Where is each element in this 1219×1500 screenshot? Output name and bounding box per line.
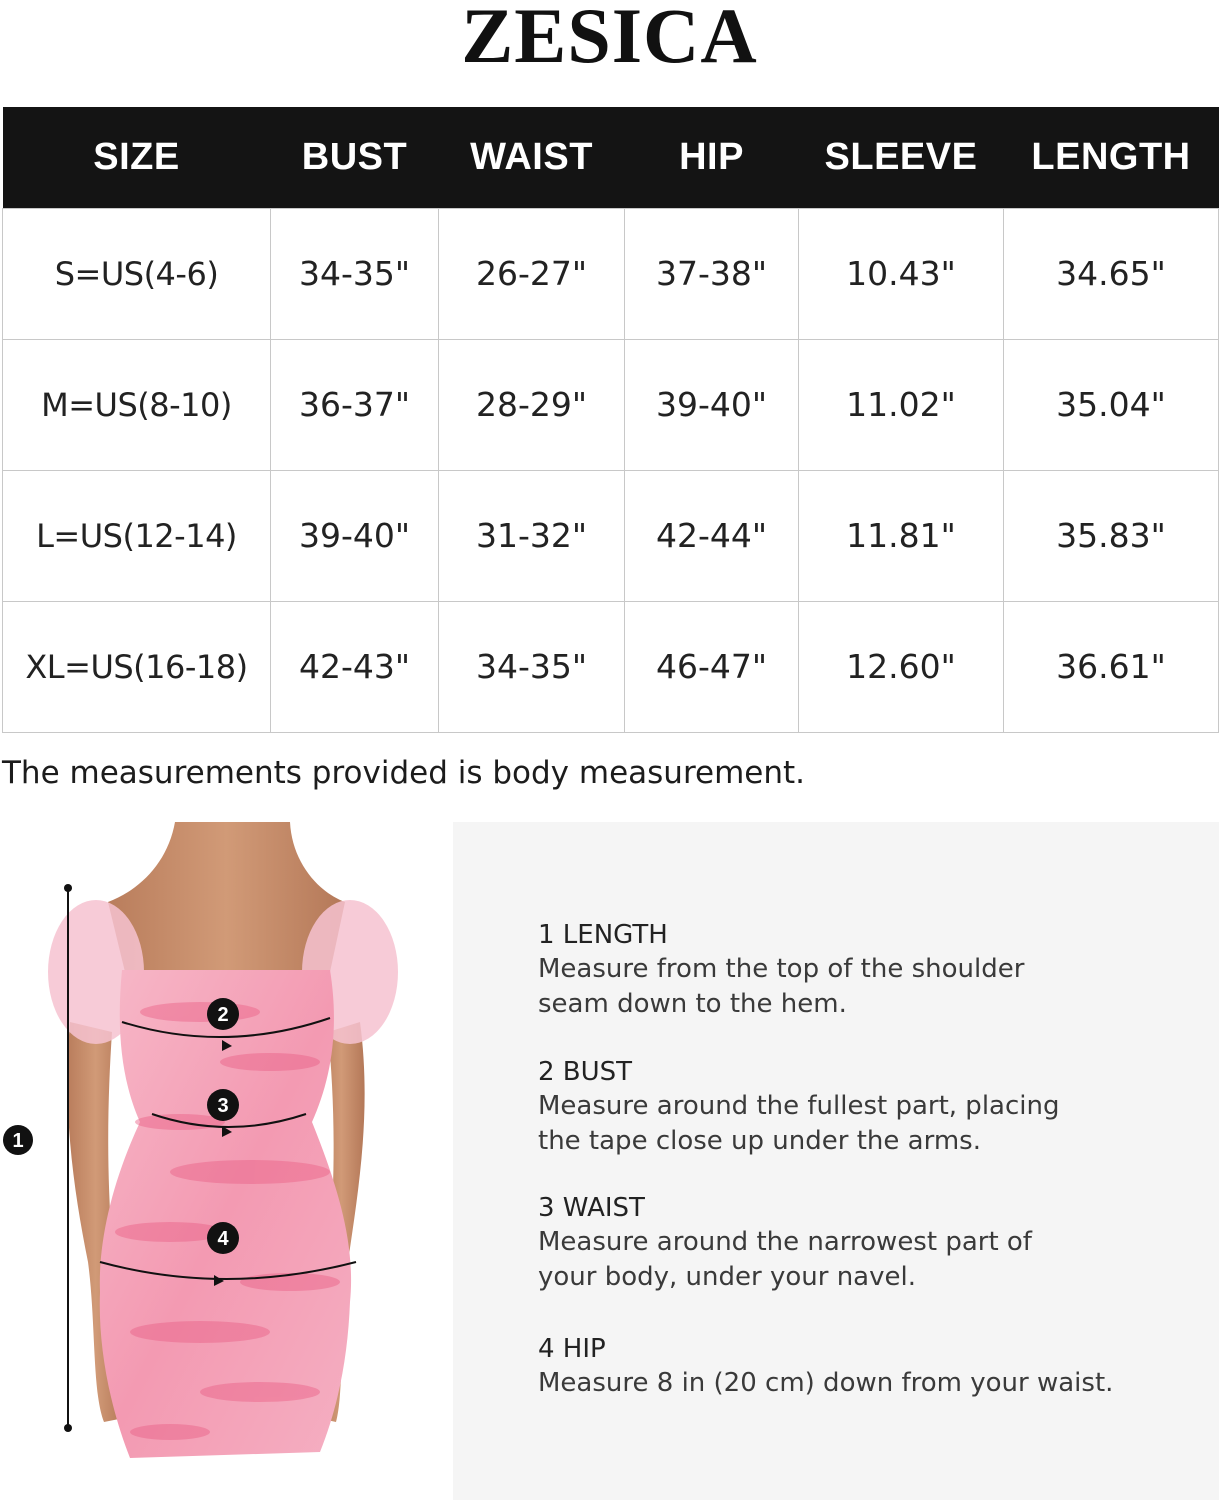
how-to-measure-panel	[453, 822, 1219, 1500]
bust-description: Measure around the fullest part, placing the tape close up under the arms.	[538, 1091, 1060, 1156]
waist-instruction	[538, 1191, 1198, 1295]
marker-hip	[207, 1222, 239, 1254]
size-cell: XL=US(16-18)	[3, 601, 271, 732]
waist-cell: 31-32"	[439, 470, 625, 601]
hip-instruction	[538, 1332, 1198, 1401]
length-description: Measure from the top of the shoulder seam down to the hem.	[538, 954, 1025, 1019]
hip-title: 4 HIP	[538, 1334, 606, 1364]
table-row	[3, 208, 1219, 339]
hip-cell: 39-40"	[625, 339, 799, 470]
svg-text:1: 1	[12, 1130, 24, 1152]
bust-title: 2 BUST	[538, 1057, 633, 1087]
brand-logo: ZESICA	[461, 0, 758, 79]
marker-length	[3, 1125, 33, 1155]
length-cell: 36.61"	[1004, 601, 1219, 732]
table-header-row	[3, 107, 1219, 208]
waist-title: 3 WAIST	[538, 1193, 645, 1223]
header-size: SIZE	[3, 107, 271, 208]
svg-text:4: 4	[217, 1228, 229, 1250]
marker-bust	[207, 998, 239, 1030]
sleeve-cell: 12.60"	[799, 601, 1004, 732]
header-waist: WAIST	[439, 107, 625, 208]
length-instruction	[538, 918, 1198, 1022]
bust-cell: 34-35"	[271, 208, 439, 339]
hip-description: Measure 8 in (20 cm) down from your waist.	[538, 1368, 1114, 1398]
waist-cell: 34-35"	[439, 601, 625, 732]
hip-cell: 37-38"	[625, 208, 799, 339]
header-hip: HIP	[625, 107, 799, 208]
length-cell: 35.83"	[1004, 470, 1219, 601]
marker-waist	[207, 1089, 239, 1121]
size-cell: L=US(12-14)	[3, 470, 271, 601]
waist-cell: 28-29"	[439, 339, 625, 470]
length-cell: 34.65"	[1004, 208, 1219, 339]
bust-cell: 42-43"	[271, 601, 439, 732]
svg-text:3: 3	[217, 1095, 229, 1117]
header-sleeve: SLEEVE	[799, 107, 1004, 208]
table-row	[3, 601, 1219, 732]
length-title: 1 LENGTH	[538, 920, 668, 950]
waist-description: Measure around the narrowest part of your body, under your navel.	[538, 1227, 1032, 1292]
sleeve-cell: 11.02"	[799, 339, 1004, 470]
header-bust: BUST	[271, 107, 439, 208]
model-figure	[0, 822, 452, 1500]
hip-cell: 42-44"	[625, 470, 799, 601]
bust-instruction	[538, 1055, 1198, 1159]
bust-cell: 36-37"	[271, 339, 439, 470]
waist-cell: 26-27"	[439, 208, 625, 339]
size-cell: M=US(8-10)	[3, 339, 271, 470]
length-top-dot	[64, 884, 72, 892]
measurement-note: The measurements provided is body measurement.	[2, 755, 806, 791]
table-row	[3, 339, 1219, 470]
header-length: LENGTH	[1004, 107, 1219, 208]
bust-cell: 39-40"	[271, 470, 439, 601]
table-row	[3, 470, 1219, 601]
size-cell: S=US(4-6)	[3, 208, 271, 339]
svg-text:2: 2	[217, 1004, 229, 1026]
length-cell: 35.04"	[1004, 339, 1219, 470]
length-bottom-dot	[64, 1424, 72, 1432]
size-chart-table	[2, 107, 1219, 733]
sleeve-cell: 10.43"	[799, 208, 1004, 339]
hip-cell: 46-47"	[625, 601, 799, 732]
dress-illustration	[0, 822, 452, 1500]
sleeve-cell: 11.81"	[799, 470, 1004, 601]
